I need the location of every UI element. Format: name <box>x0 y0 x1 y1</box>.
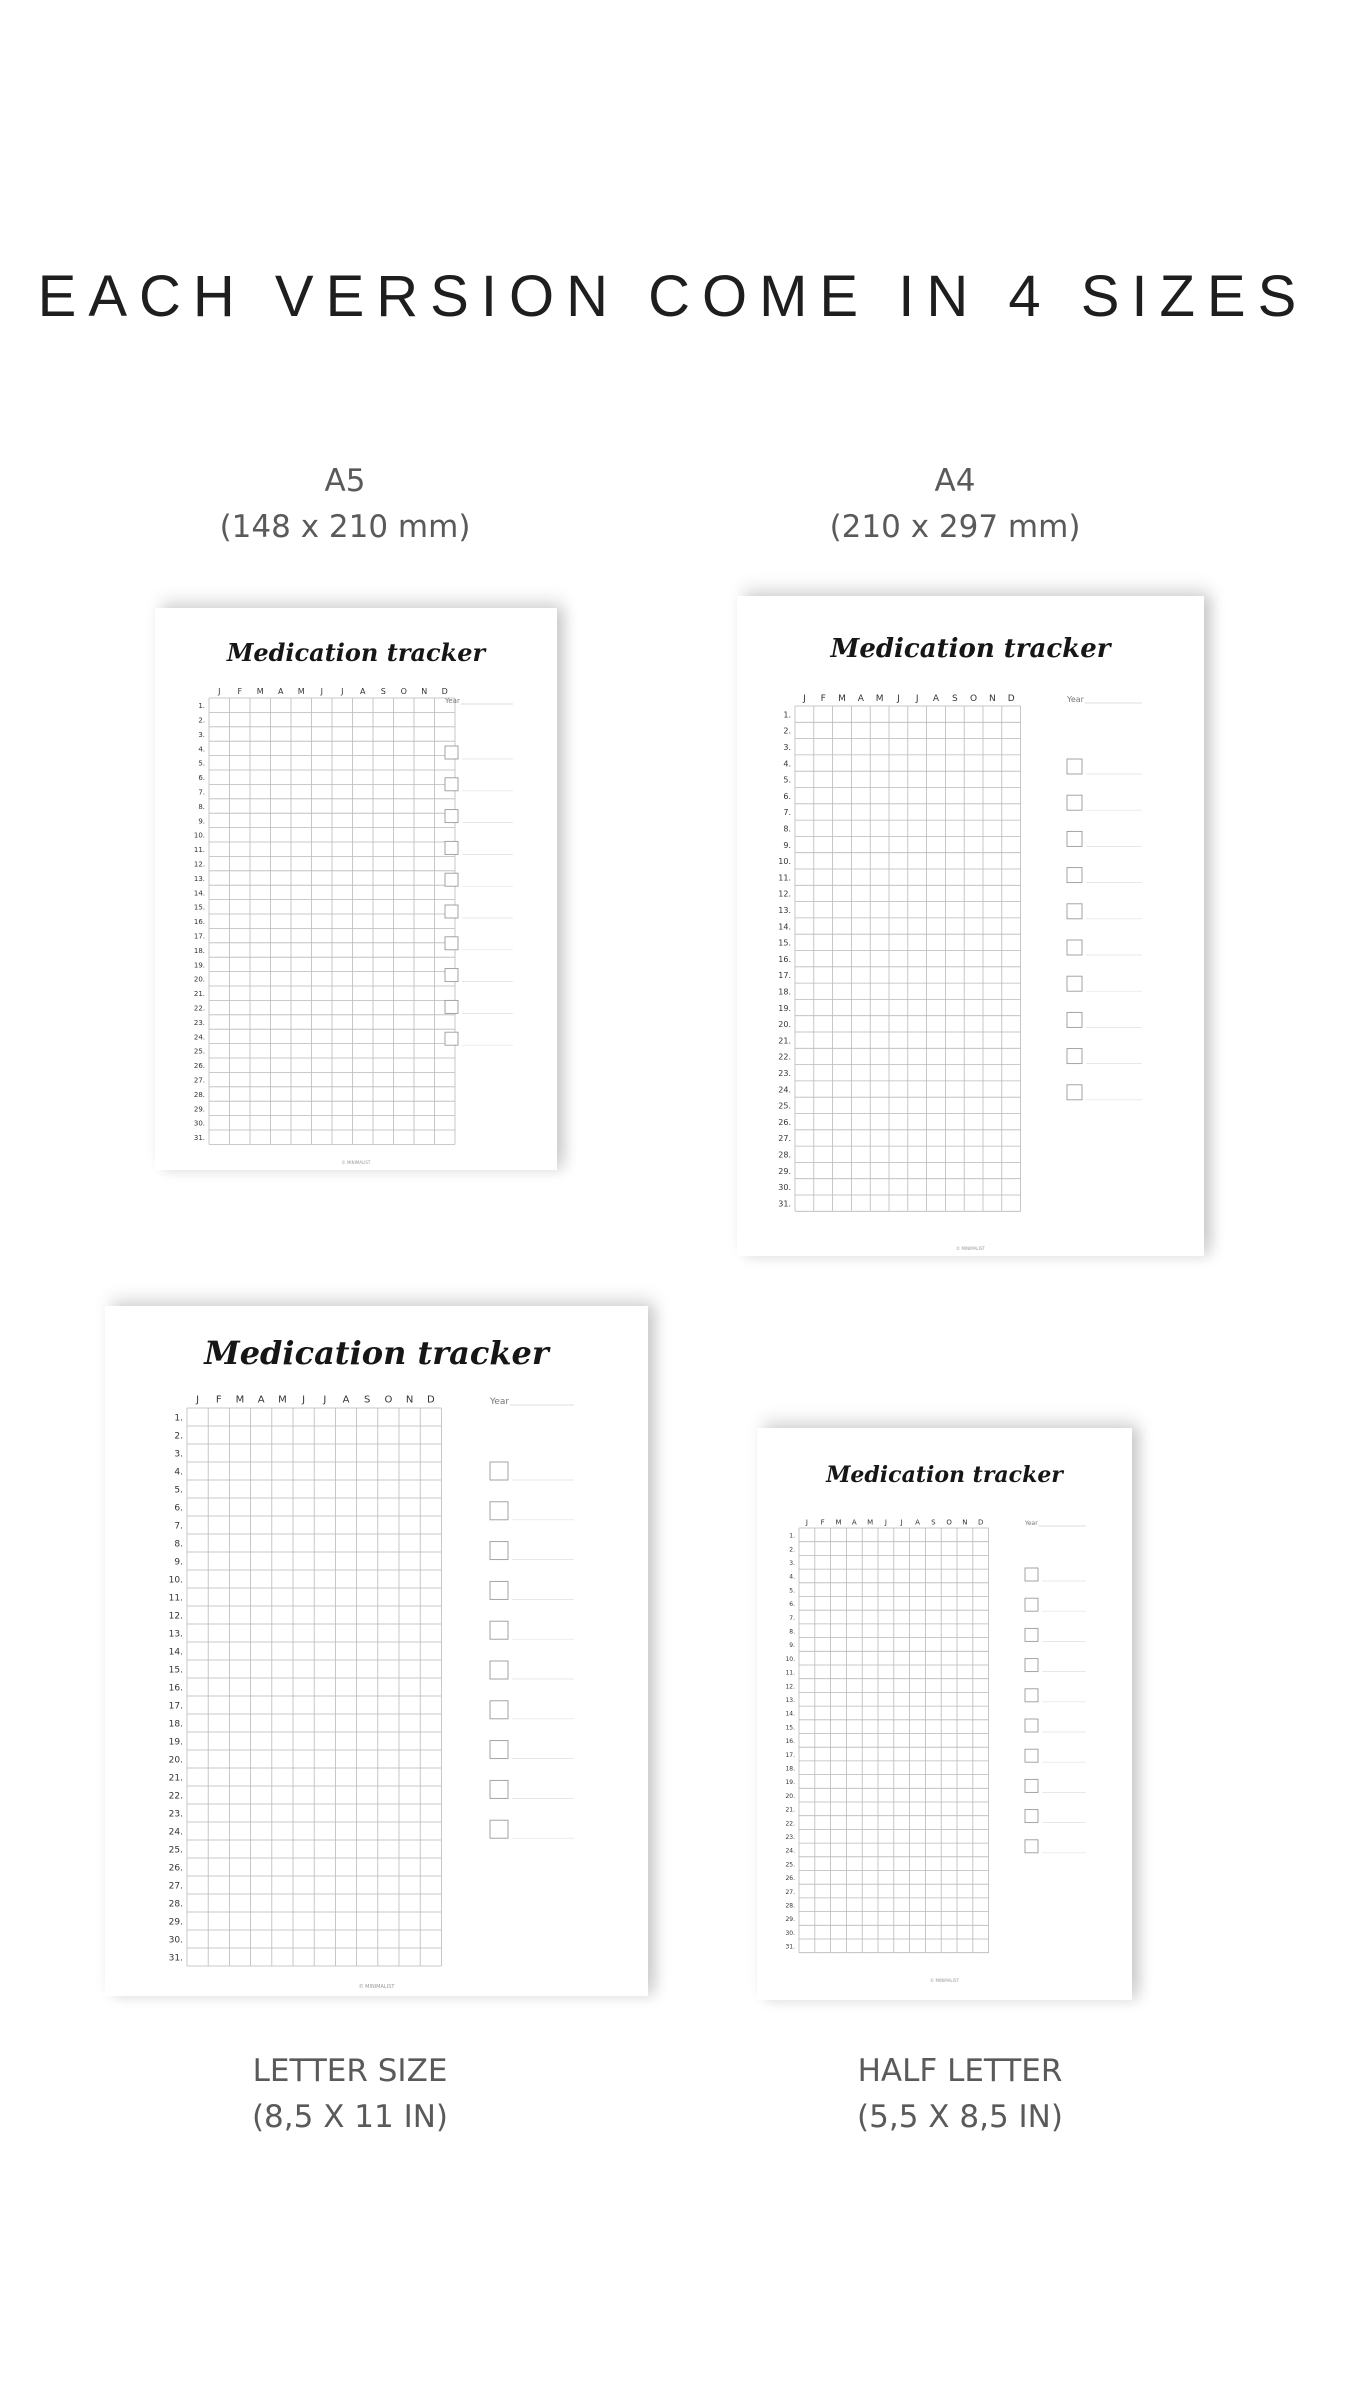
day-label: 15. <box>193 903 205 912</box>
checkbox <box>1067 795 1082 810</box>
month-label: A <box>915 1518 920 1527</box>
size-name: A4 <box>934 463 976 499</box>
size-dimensions: (210 x 297 mm) <box>829 509 1081 545</box>
sheet-footer: © MINIMALIST <box>930 1978 959 1983</box>
checkbox <box>1025 1779 1038 1792</box>
month-label: J <box>803 694 806 705</box>
month-label: M <box>875 694 884 705</box>
day-label: 22. <box>193 1004 205 1013</box>
day-label: 24. <box>193 1033 205 1042</box>
day-label: 16. <box>778 954 791 964</box>
checkbox <box>1067 831 1082 846</box>
checkbox <box>490 1701 508 1719</box>
day-label: 17. <box>168 1701 183 1712</box>
day-label: 30. <box>168 1935 183 1946</box>
day-label: 12. <box>168 1611 183 1622</box>
month-label: S <box>380 686 386 696</box>
day-label: 24. <box>168 1827 183 1838</box>
day-label: 12. <box>193 860 205 869</box>
checkbox <box>1025 1628 1038 1641</box>
sheet-footer: © MINIMALIST <box>358 1984 395 1990</box>
month-label: J <box>323 1394 327 1406</box>
month-label: J <box>341 686 344 696</box>
day-label: 18. <box>785 1765 795 1773</box>
day-label: 23. <box>193 1018 205 1027</box>
year-label: Year <box>1067 695 1084 704</box>
day-label: 7. <box>783 808 791 818</box>
day-label: 3. <box>783 743 791 753</box>
day-label: 16. <box>168 1683 183 1694</box>
day-label: 25. <box>193 1047 205 1056</box>
month-label: J <box>915 694 919 705</box>
checkbox <box>1025 1659 1038 1672</box>
day-label: 19. <box>193 961 205 970</box>
day-label: 23. <box>778 1069 791 1079</box>
day-label: 6. <box>174 1503 183 1514</box>
month-label: A <box>360 686 366 696</box>
day-label: 2. <box>174 1431 183 1442</box>
day-label: 11. <box>193 846 205 855</box>
day-label: 19. <box>778 1003 791 1013</box>
month-label: M <box>297 686 305 696</box>
tracker-grid <box>105 1306 648 1996</box>
day-label: 15. <box>168 1665 183 1676</box>
size-name: LETTER SIZE <box>252 2053 448 2089</box>
size-dimensions: (5,5 X 8,5 IN) <box>857 2099 1063 2135</box>
day-label: 1. <box>174 1413 183 1424</box>
day-label: 10. <box>168 1575 183 1586</box>
day-label: 10. <box>785 1655 795 1663</box>
day-label: 6. <box>789 1601 795 1609</box>
checkbox <box>1025 1719 1038 1732</box>
day-label: 29. <box>168 1917 183 1928</box>
month-label: A <box>857 694 864 705</box>
day-label: 23. <box>785 1833 795 1841</box>
month-label: N <box>989 694 996 705</box>
day-label: 29. <box>193 1105 205 1114</box>
day-label: 28. <box>785 1902 795 1910</box>
tracker-title: Medication tracker <box>826 1462 1063 1488</box>
day-label: 9. <box>174 1557 183 1568</box>
day-label: 11. <box>785 1669 795 1677</box>
checkbox <box>445 746 458 759</box>
tracker-sheet-letter <box>105 1306 648 1996</box>
size-dimensions: (148 x 210 mm) <box>219 509 471 545</box>
day-label: 3. <box>198 730 205 739</box>
month-label: N <box>421 686 428 696</box>
day-label: 13. <box>168 1629 183 1640</box>
checkbox <box>490 1581 508 1599</box>
day-label: 8. <box>198 802 205 811</box>
day-label: 7. <box>174 1521 183 1532</box>
day-label: 26. <box>778 1117 791 1127</box>
size-caption-letter <box>190 2048 510 2140</box>
day-label: 26. <box>193 1062 205 1071</box>
month-label: F <box>237 686 243 696</box>
checkbox <box>1067 904 1082 919</box>
month-label: A <box>851 1518 857 1527</box>
day-label: 4. <box>783 759 791 769</box>
month-label: F <box>215 1394 222 1406</box>
month-label: D <box>1007 694 1015 705</box>
day-label: 5. <box>198 759 205 768</box>
day-label: 22. <box>168 1791 183 1802</box>
day-label: 21. <box>785 1806 795 1814</box>
checkbox <box>1025 1568 1038 1581</box>
checkbox <box>1067 976 1082 991</box>
day-label: 9. <box>783 840 791 850</box>
day-label: 20. <box>778 1020 791 1030</box>
day-label: 5. <box>174 1485 183 1496</box>
checkbox <box>490 1661 508 1679</box>
checkbox <box>1025 1840 1038 1853</box>
month-label: J <box>320 686 323 696</box>
day-label: 19. <box>168 1737 183 1748</box>
day-label: 31. <box>778 1199 791 1209</box>
day-label: 12. <box>785 1683 795 1691</box>
day-label: 26. <box>168 1863 183 1874</box>
year-label: Year <box>490 1397 510 1407</box>
checkbox <box>445 810 458 823</box>
month-label: D <box>978 1518 984 1527</box>
day-label: 10. <box>193 831 205 840</box>
size-dimensions: (8,5 X 11 IN) <box>251 2099 449 2135</box>
day-label: 18. <box>168 1719 183 1730</box>
size-caption-half-letter <box>800 2048 1120 2140</box>
day-label: 27. <box>778 1134 791 1144</box>
month-label: F <box>820 1518 825 1527</box>
day-label: 31. <box>168 1953 183 1964</box>
tracker-grid <box>757 1428 1132 2000</box>
size-caption-a4 <box>800 458 1110 550</box>
day-label: 31. <box>785 1943 795 1951</box>
day-label: 27. <box>168 1881 183 1892</box>
day-label: 29. <box>778 1166 791 1176</box>
checkbox <box>1067 940 1082 955</box>
day-label: 8. <box>789 1628 795 1636</box>
day-label: 13. <box>193 874 205 883</box>
month-label: A <box>257 1394 265 1406</box>
day-label: 19. <box>785 1779 795 1787</box>
day-label: 30. <box>778 1183 791 1193</box>
month-label: A <box>342 1394 350 1406</box>
day-label: 3. <box>174 1449 183 1460</box>
month-label: O <box>384 1394 393 1406</box>
day-label: 20. <box>785 1792 795 1800</box>
day-label: 7. <box>198 788 205 797</box>
day-label: 22. <box>778 1052 791 1062</box>
day-label: 27. <box>785 1888 795 1896</box>
day-label: 10. <box>778 857 791 867</box>
checkbox <box>445 778 458 791</box>
checkbox <box>490 1502 508 1520</box>
day-label: 14. <box>193 889 205 898</box>
checkbox <box>445 841 458 854</box>
day-label: 24. <box>785 1847 795 1855</box>
day-label: 2. <box>789 1546 795 1554</box>
month-label: S <box>931 1518 936 1527</box>
checkbox <box>490 1741 508 1759</box>
day-label: 28. <box>168 1899 183 1910</box>
month-label: O <box>400 686 407 696</box>
checkbox <box>445 969 458 982</box>
month-label: A <box>278 686 284 696</box>
month-label: D <box>426 1394 435 1406</box>
checkbox <box>1025 1749 1038 1762</box>
day-label: 18. <box>193 946 205 955</box>
day-label: 7. <box>789 1614 795 1622</box>
month-label: J <box>900 1518 903 1527</box>
checkbox <box>445 1032 458 1045</box>
day-label: 4. <box>198 745 205 754</box>
tracker-sheet-a5 <box>155 608 557 1170</box>
month-label: M <box>235 1394 245 1406</box>
day-label: 9. <box>198 817 205 826</box>
checkbox <box>1025 1689 1038 1702</box>
checkbox <box>1025 1810 1038 1823</box>
day-label: 26. <box>785 1875 795 1883</box>
day-label: 2. <box>198 716 205 725</box>
day-label: 13. <box>785 1696 795 1704</box>
month-label: S <box>951 694 958 705</box>
day-label: 20. <box>168 1755 183 1766</box>
checkbox <box>490 1820 508 1838</box>
day-label: 17. <box>778 971 791 981</box>
day-label: 4. <box>789 1573 795 1581</box>
checkbox <box>490 1542 508 1560</box>
day-label: 4. <box>174 1467 183 1478</box>
month-label: M <box>278 1394 287 1406</box>
day-label: 5. <box>783 775 791 785</box>
size-name: A5 <box>324 463 366 499</box>
year-label: Year <box>1025 1520 1038 1527</box>
day-label: 8. <box>174 1539 183 1550</box>
checkbox <box>490 1462 508 1480</box>
day-label: 14. <box>785 1710 795 1718</box>
size-caption-a5 <box>190 458 500 550</box>
month-label: J <box>805 1518 808 1527</box>
month-label: D <box>441 686 448 696</box>
tracker-grid <box>737 596 1204 1256</box>
day-label: 14. <box>778 922 791 932</box>
month-label: J <box>884 1518 887 1527</box>
tracker-sheet-half-letter <box>757 1428 1132 2000</box>
day-label: 28. <box>193 1090 205 1099</box>
checkbox <box>1025 1598 1038 1611</box>
day-label: 21. <box>193 990 205 999</box>
checkbox <box>1067 1049 1082 1064</box>
day-label: 8. <box>783 824 791 834</box>
month-label: N <box>405 1394 414 1406</box>
day-label: 12. <box>778 889 791 899</box>
day-label: 21. <box>778 1036 791 1046</box>
month-label: J <box>302 1394 306 1406</box>
month-label: O <box>970 694 978 705</box>
day-label: 16. <box>193 918 205 927</box>
checkbox <box>1067 1085 1082 1100</box>
tracker-title: Medication tracker <box>204 1334 549 1372</box>
day-label: 1. <box>198 702 205 711</box>
day-label: 31. <box>193 1134 205 1143</box>
month-label: M <box>256 686 264 696</box>
day-label: 5. <box>789 1587 795 1595</box>
sheet-footer: © MINIMALIST <box>341 1160 371 1165</box>
day-label: 17. <box>193 932 205 941</box>
size-name: HALF LETTER <box>857 2053 1063 2089</box>
day-label: 21. <box>168 1773 183 1784</box>
month-label: M <box>838 694 846 705</box>
month-label: O <box>946 1518 952 1527</box>
month-label: S <box>364 1394 371 1406</box>
day-label: 9. <box>789 1642 795 1650</box>
day-label: 6. <box>198 774 205 783</box>
checkbox <box>445 905 458 918</box>
day-label: 20. <box>193 975 205 984</box>
day-label: 15. <box>778 938 791 948</box>
day-label: 28. <box>778 1150 791 1160</box>
checkbox <box>490 1780 508 1798</box>
month-label: M <box>835 1518 842 1527</box>
month-label: J <box>897 694 900 705</box>
sheet-footer: © MINIMALIST <box>956 1246 985 1251</box>
day-label: 22. <box>785 1820 795 1828</box>
day-label: 15. <box>785 1724 795 1732</box>
day-label: 16. <box>785 1738 795 1746</box>
tracker-sheet-a4 <box>737 596 1204 1256</box>
day-label: 1. <box>783 710 791 720</box>
day-label: 29. <box>785 1916 795 1924</box>
month-label: M <box>867 1518 874 1527</box>
day-label: 6. <box>783 791 791 801</box>
day-label: 25. <box>778 1101 791 1111</box>
checkbox <box>1067 759 1082 774</box>
checkbox <box>445 873 458 886</box>
day-label: 11. <box>778 873 791 883</box>
tracker-title: Medication tracker <box>830 634 1111 664</box>
day-label: 18. <box>778 987 791 997</box>
day-label: 11. <box>168 1593 183 1604</box>
tracker-title: Medication tracker <box>226 638 486 667</box>
month-label: N <box>962 1518 968 1527</box>
checkbox <box>445 1000 458 1013</box>
month-label: F <box>820 694 826 705</box>
day-label: 25. <box>168 1845 183 1856</box>
day-label: 23. <box>168 1809 183 1820</box>
day-label: 27. <box>193 1076 205 1085</box>
day-label: 1. <box>789 1532 795 1540</box>
day-label: 2. <box>783 726 791 736</box>
tracker-grid <box>155 608 557 1170</box>
day-label: 14. <box>168 1647 183 1658</box>
year-label: Year <box>445 697 460 705</box>
day-label: 17. <box>785 1751 795 1759</box>
checkbox <box>445 937 458 950</box>
checkbox <box>1067 1012 1082 1027</box>
day-label: 24. <box>778 1085 791 1095</box>
day-label: 25. <box>785 1861 795 1869</box>
month-label: A <box>932 694 940 705</box>
day-label: 13. <box>778 906 791 916</box>
headline: EACH VERSION COME IN 4 SIZES <box>37 264 1309 329</box>
month-label: J <box>196 1394 200 1406</box>
day-label: 30. <box>785 1929 795 1937</box>
month-label: J <box>218 686 221 696</box>
checkbox <box>490 1621 508 1639</box>
day-label: 3. <box>789 1559 795 1567</box>
day-label: 30. <box>193 1119 205 1128</box>
checkbox <box>1067 868 1082 883</box>
